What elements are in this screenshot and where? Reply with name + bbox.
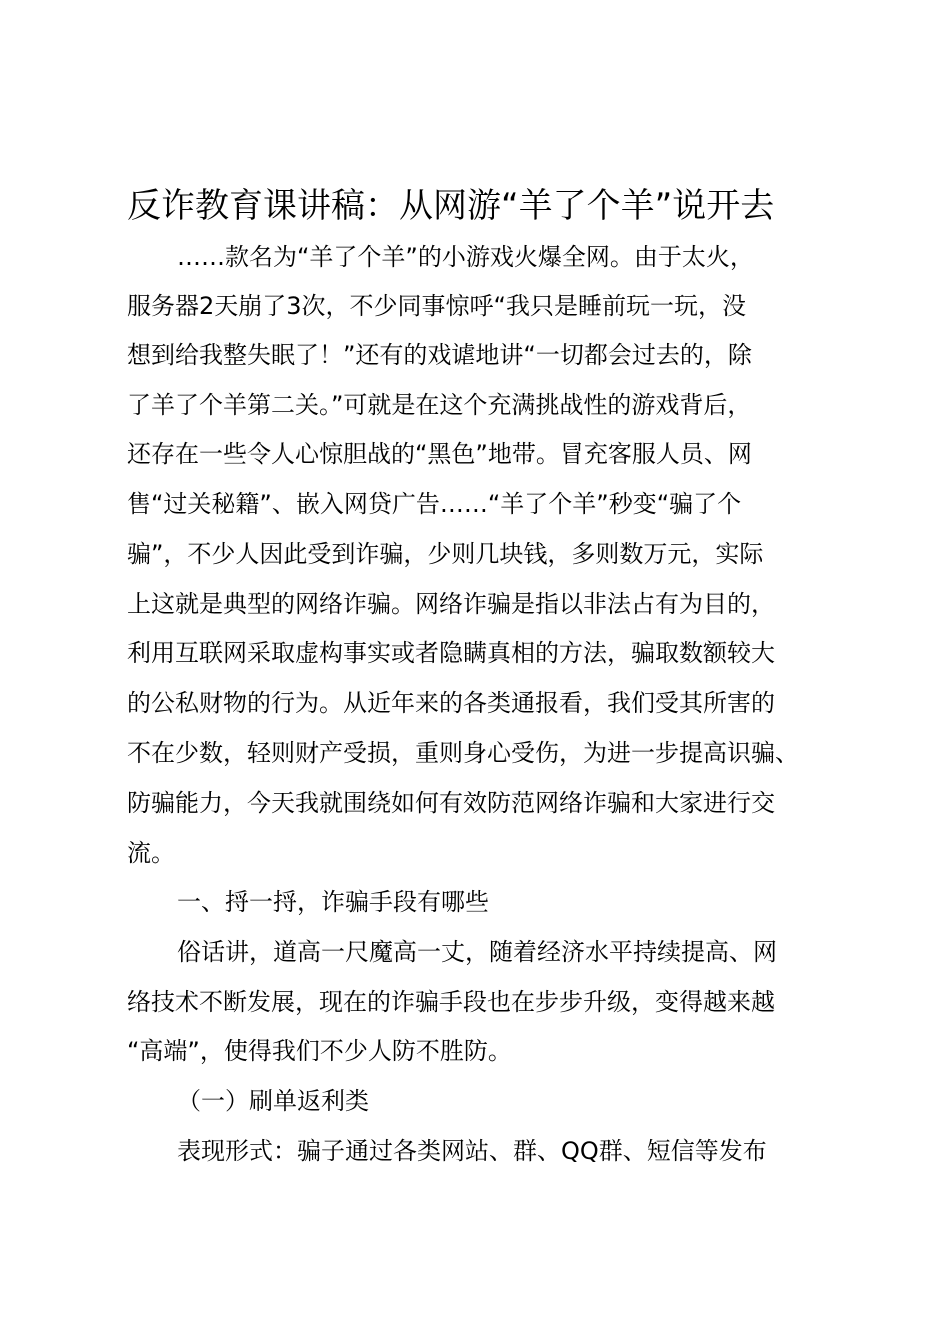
paragraph-line: 不在少数，轻则财产受损，重则身心受伤，为进一步提高识骗、 (127, 739, 799, 767)
paragraph-line: 上这就是典型的网络诈骗。网络诈骗是指以非法占有为目的， (127, 590, 775, 618)
paragraph-line: 还存在一些令人心惊胆战的“黑色”地带。冒充客服人员、网 (127, 440, 752, 468)
document-title: 反诈教育课讲稿：从网游“羊了个羊”说开去 (127, 186, 775, 226)
paragraph-line: 想到给我整失眠了！”还有的戏谑地讲“一切都会过去的，除 (127, 341, 752, 369)
paragraph-line: 售“过关秘籍”、嵌入网贷广告……“羊了个羊”秒变“骗了个 (127, 490, 742, 518)
paragraph-line: 骗”，不少人因此受到诈骗，少则几块钱，多则数万元，实际 (127, 540, 764, 568)
paragraph-line: 了羊了个羊第二关。”可就是在这个充满挑战性的游戏背后， (127, 391, 752, 419)
paragraph-line: 利用互联网采取虚构事实或者隐瞒真相的方法，骗取数额较大 (127, 639, 775, 667)
paragraph-line: “高端”，使得我们不少人防不胜防。 (127, 1037, 512, 1065)
paragraph-line: ……款名为“羊了个羊”的小游戏火爆全网。由于太火， (177, 243, 754, 271)
subsection-heading: （一）刷单返利类 (177, 1087, 369, 1115)
paragraph-line: 服务器2天崩了3次，不少同事惊呼“我只是睡前玩一玩，没 (127, 292, 746, 320)
paragraph-line: 表现形式：骗子通过各类网站、群、QQ群、短信等发布 (177, 1137, 767, 1165)
section-heading: 一、捋一捋，诈骗手段有哪些 (177, 888, 489, 916)
paragraph-line: 防骗能力，今天我就围绕如何有效防范网络诈骗和大家进行交 (127, 789, 775, 817)
paragraph-line: 络技术不断发展，现在的诈骗手段也在步步升级，变得越来越 (127, 988, 775, 1016)
paragraph-line: 流。 (127, 839, 175, 867)
paragraph-line: 的公私财物的行为。从近年来的各类通报看，我们受其所害的 (127, 689, 775, 717)
paragraph-line: 俗话讲，道高一尺魔高一丈，随着经济水平持续提高、网 (177, 938, 777, 966)
